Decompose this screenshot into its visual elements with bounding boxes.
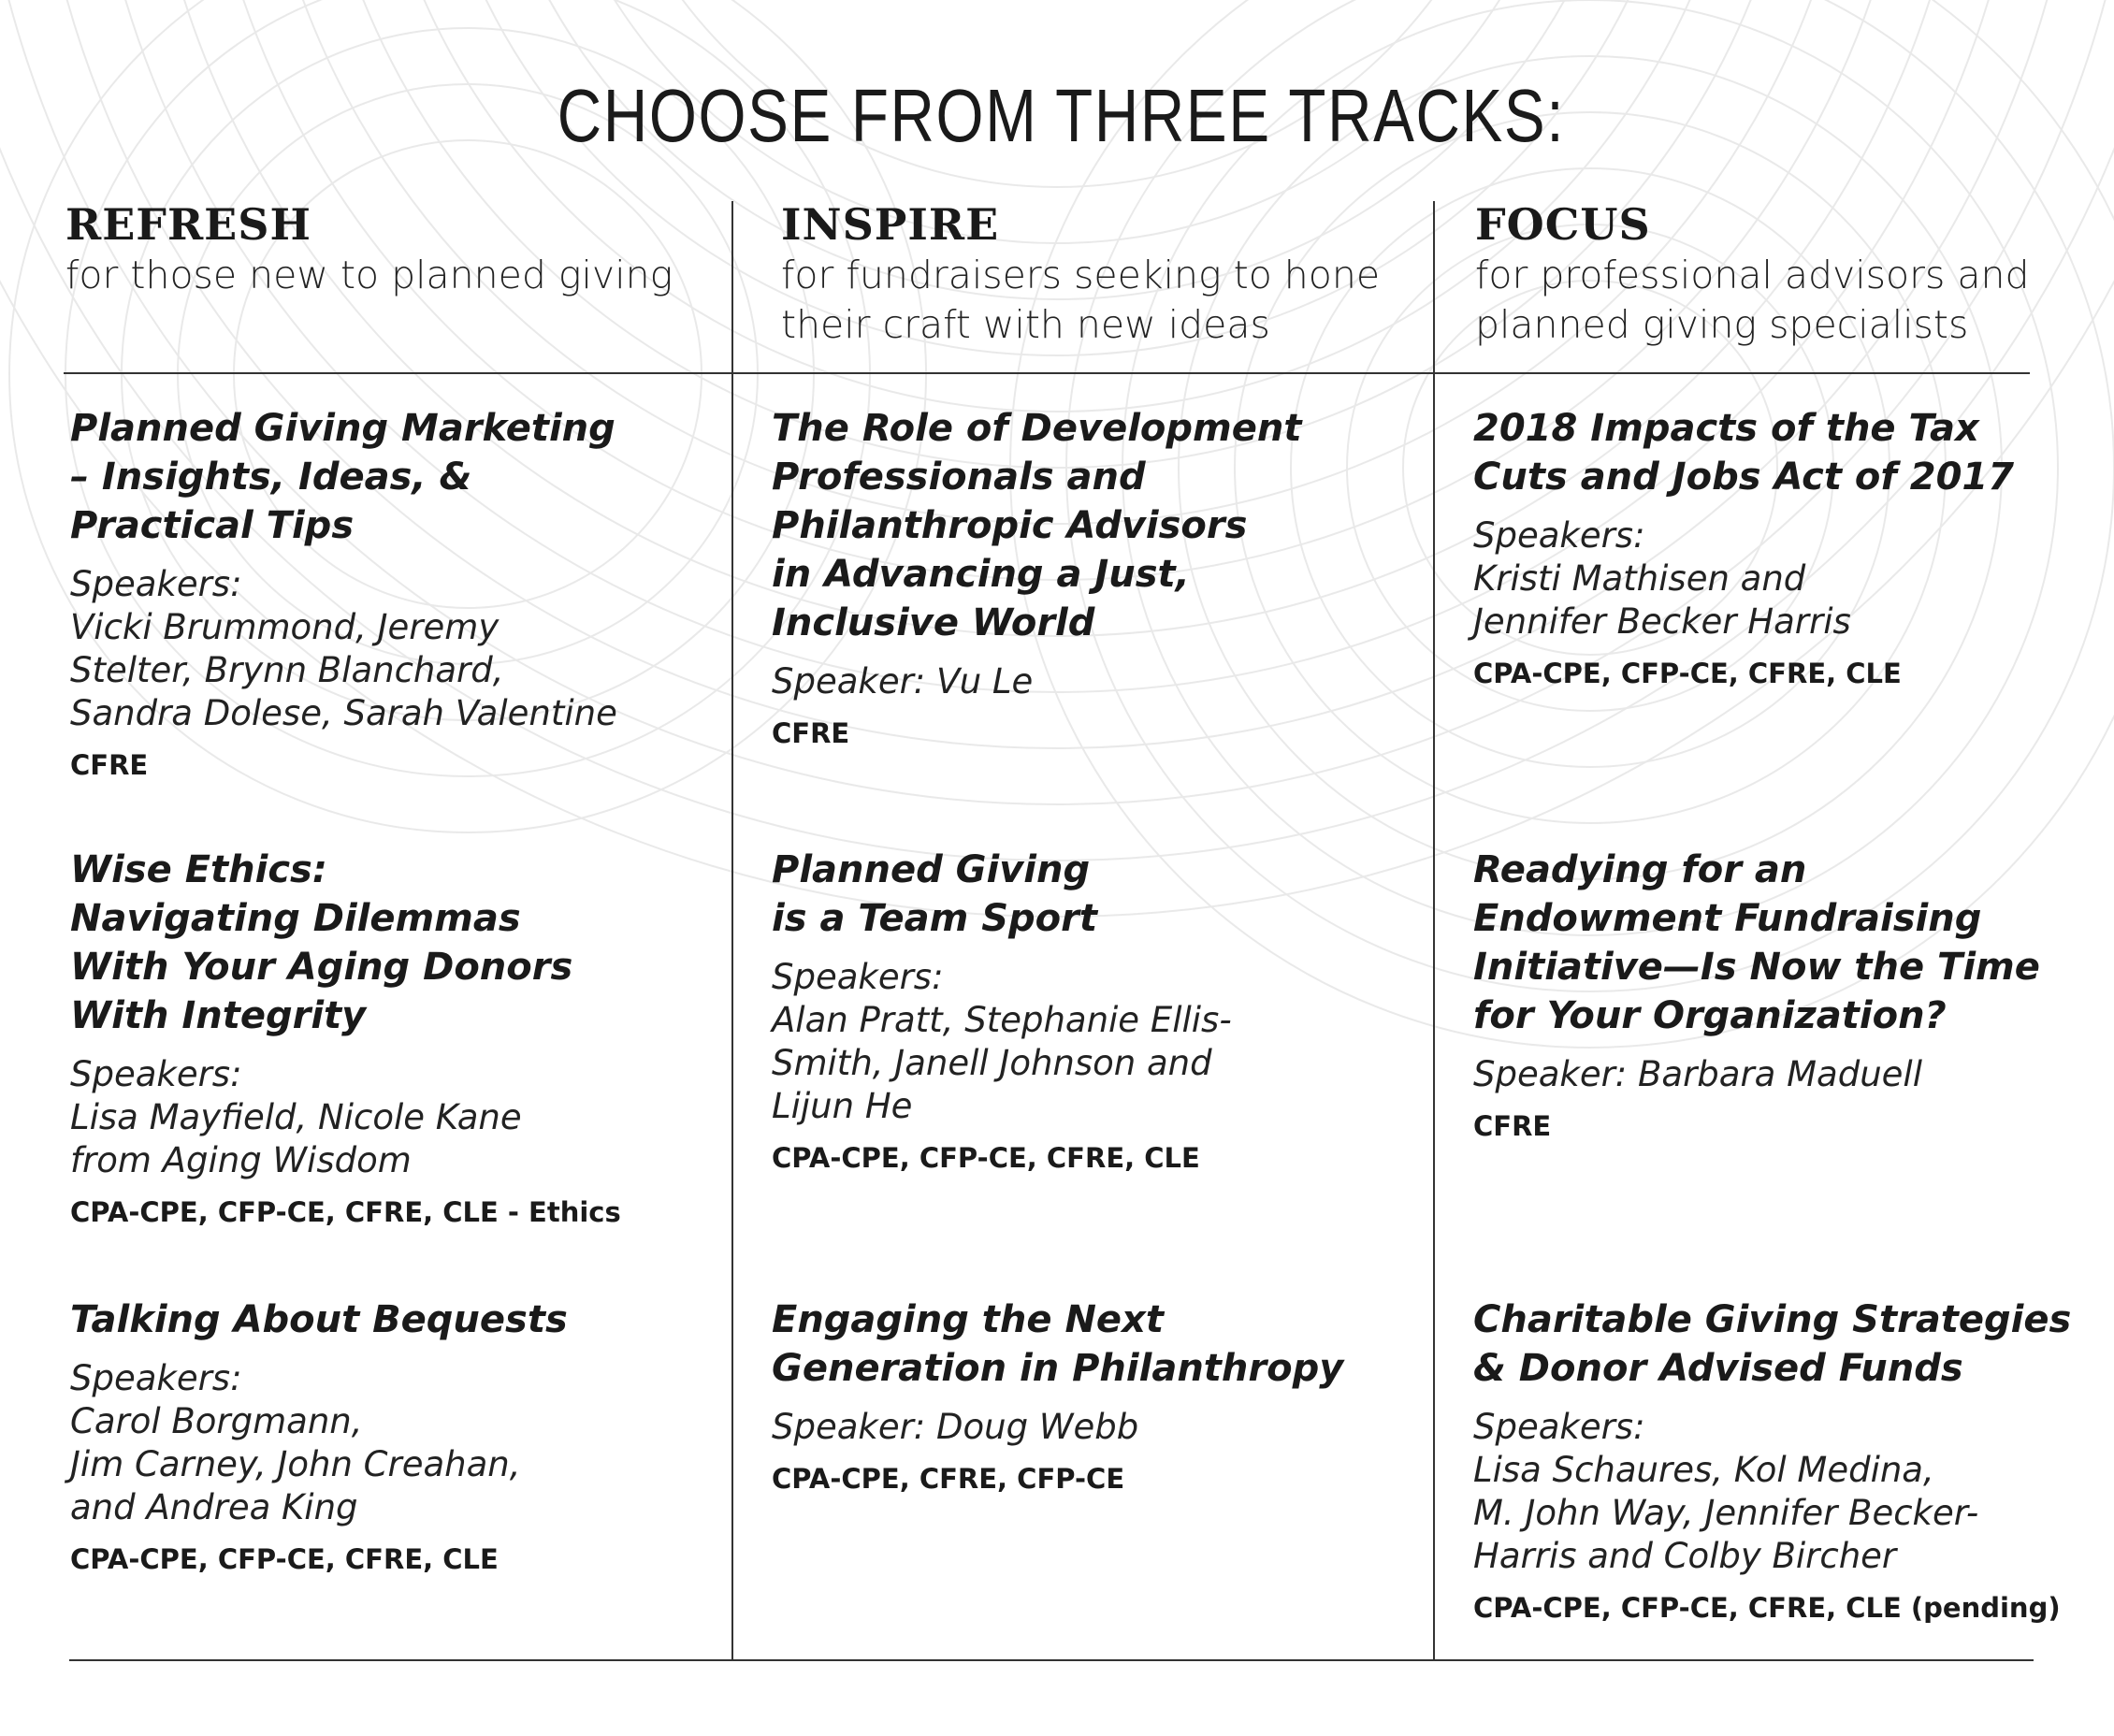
session-inspire-1 bbox=[772, 404, 1426, 752]
session-speakers: Speakers: Vicki Brummond, Jeremy Stelter, Brynn Blanchard, Sandra Dolese, Sarah Valentine bbox=[70, 564, 617, 733]
session-credits: CPA-CPE, CFP-CE, CFRE, CLE bbox=[70, 1543, 499, 1575]
session-speakers: Speakers: Lisa Schaures, Kol Medina, M. John Way, Jennifer Becker- Harris and Colby Bircher bbox=[1473, 1407, 1979, 1576]
session-speakers: Speaker: Doug Webb bbox=[772, 1407, 1139, 1447]
column-divider-2 bbox=[1433, 201, 1435, 1660]
session-focus-1 bbox=[1473, 404, 2109, 692]
session-title: Planned Giving Marketing – Insights, Ideas, & Practical Tips bbox=[70, 407, 615, 547]
session-title: Wise Ethics: Navigating Dilemmas With Your Aging Donors With Integrity bbox=[70, 848, 573, 1037]
session-speakers: Speakers: Kristi Mathisen and Jennifer Becker Harris bbox=[1473, 515, 1851, 642]
track-inspire bbox=[781, 198, 1426, 350]
track-name: REFRESH bbox=[65, 199, 311, 250]
column-divider-1 bbox=[731, 201, 733, 1660]
session-title: Planned Giving is a Team Sport bbox=[772, 848, 1097, 940]
track-description: for professional advisors and planned giving specialists bbox=[1475, 253, 2030, 347]
session-credits: CPA-CPE, CFRE, CFP-CE bbox=[772, 1463, 1125, 1495]
session-title: 2018 Impacts of the Tax Cuts and Jobs Act of 2017 bbox=[1473, 407, 2015, 499]
track-name: INSPIRE bbox=[781, 199, 1000, 250]
session-credits: CPA-CPE, CFP-CE, CFRE, CLE bbox=[772, 1142, 1200, 1174]
session-focus-2 bbox=[1473, 846, 2109, 1145]
session-credits: CFRE bbox=[772, 717, 850, 749]
page-title: CHOOSE FROM THREE TRACKS: bbox=[557, 74, 1566, 157]
session-speakers: Speakers: Alan Pratt, Stephanie Ellis- Smith, Janell Johnson and Lijun He bbox=[772, 957, 1232, 1126]
session-title: Engaging the Next Generation in Philanthropy bbox=[772, 1298, 1344, 1390]
session-speakers: Speakers: Lisa Mayfield, Nicole Kane from Aging Wisdom bbox=[70, 1054, 522, 1180]
session-title: Talking About Bequests bbox=[70, 1298, 568, 1341]
track-name: FOCUS bbox=[1475, 199, 1651, 250]
track-description: for fundraisers seeking to hone their craft with new ideas bbox=[781, 253, 1381, 347]
session-title: Readying for an Endowment Fundraising Initiative—Is Now the Time for Your Organization? bbox=[1473, 848, 2040, 1037]
session-title: Charitable Giving Strategies & Donor Advised Funds bbox=[1473, 1298, 2072, 1390]
session-credits: CFRE bbox=[70, 749, 149, 781]
session-credits: CFRE bbox=[1473, 1110, 1552, 1142]
session-refresh-2 bbox=[70, 846, 725, 1231]
session-refresh-3 bbox=[70, 1295, 725, 1578]
session-title: The Role of Development Professionals and Philanthropic Advisors in Advancing a Just, Inclusive World bbox=[772, 407, 1302, 644]
header-rule bbox=[64, 372, 2030, 374]
session-inspire-2 bbox=[772, 846, 1426, 1177]
track-refresh bbox=[65, 198, 720, 300]
session-focus-3 bbox=[1473, 1295, 2109, 1627]
footer-rule bbox=[69, 1659, 2034, 1661]
session-inspire-3 bbox=[772, 1295, 1426, 1497]
session-speakers: Speakers: Carol Borgmann, Jim Carney, John Creahan, and Andrea King bbox=[70, 1358, 521, 1527]
session-speakers: Speaker: Vu Le bbox=[772, 661, 1034, 702]
session-credits: CPA-CPE, CFP-CE, CFRE, CLE - Ethics bbox=[70, 1196, 621, 1228]
session-credits: CPA-CPE, CFP-CE, CFRE, CLE (pending) bbox=[1473, 1592, 2061, 1624]
session-refresh-1 bbox=[70, 404, 725, 784]
session-credits: CPA-CPE, CFP-CE, CFRE, CLE bbox=[1473, 658, 1902, 689]
track-focus bbox=[1475, 198, 2111, 350]
track-description: for those new to planned giving bbox=[65, 253, 673, 297]
session-speakers: Speaker: Barbara Maduell bbox=[1473, 1054, 1922, 1094]
